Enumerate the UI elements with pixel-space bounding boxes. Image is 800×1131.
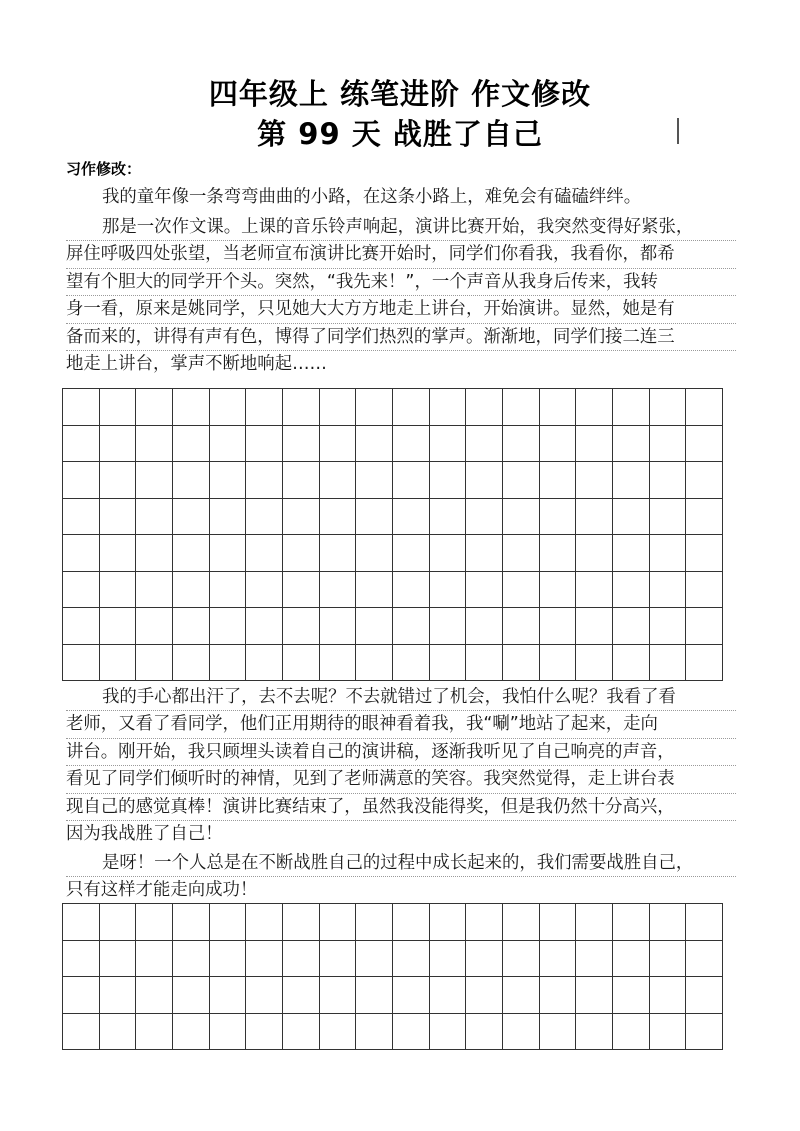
text-cursor-mark xyxy=(677,118,679,144)
grid-cell[interactable] xyxy=(393,904,430,941)
grid-cell[interactable] xyxy=(686,572,723,609)
grid-cell[interactable] xyxy=(613,389,650,426)
grid-cell[interactable] xyxy=(466,977,503,1014)
grid-cell[interactable] xyxy=(210,426,247,463)
grid-cell[interactable] xyxy=(576,1014,613,1051)
grid-cell[interactable] xyxy=(63,941,100,978)
grid-cell[interactable] xyxy=(136,977,173,1014)
grid-cell[interactable] xyxy=(136,645,173,682)
grid-cell[interactable] xyxy=(320,941,357,978)
grid-cell[interactable] xyxy=(503,535,540,572)
grid-cell[interactable] xyxy=(430,462,467,499)
grid-cell[interactable] xyxy=(686,1014,723,1051)
grid-cell[interactable] xyxy=(136,426,173,463)
grid-cell[interactable] xyxy=(283,977,320,1014)
grid-cell[interactable] xyxy=(393,462,430,499)
grid-cell[interactable] xyxy=(173,426,210,463)
essay-paragraph-3 xyxy=(66,684,736,847)
grid-cell[interactable] xyxy=(650,977,687,1014)
grid-cell[interactable] xyxy=(173,389,210,426)
grid-cell[interactable] xyxy=(100,977,137,1014)
grid-cell[interactable] xyxy=(466,1014,503,1051)
grid-cell[interactable] xyxy=(540,941,577,978)
grid-cell[interactable] xyxy=(283,462,320,499)
text-line: 地走上讲台，掌声不断地响起…… xyxy=(66,353,327,374)
grid-cell[interactable] xyxy=(466,535,503,572)
grid-cell[interactable] xyxy=(393,977,430,1014)
grid-cell[interactable] xyxy=(393,941,430,978)
grid-cell[interactable] xyxy=(283,608,320,645)
grid-cell[interactable] xyxy=(686,904,723,941)
grid-cell[interactable] xyxy=(210,389,247,426)
grid-cell[interactable] xyxy=(540,426,577,463)
grid-cell[interactable] xyxy=(356,535,393,572)
grid-cell[interactable] xyxy=(650,535,687,572)
grid-cell[interactable] xyxy=(63,426,100,463)
grid-cell[interactable] xyxy=(540,535,577,572)
grid-cell[interactable] xyxy=(173,608,210,645)
grid-cell[interactable] xyxy=(430,608,467,645)
grid-cell[interactable] xyxy=(356,1014,393,1051)
grid-cell[interactable] xyxy=(576,904,613,941)
grid-cell[interactable] xyxy=(503,572,540,609)
grid-cell[interactable] xyxy=(136,608,173,645)
grid-cell[interactable] xyxy=(320,645,357,682)
grid-cell[interactable] xyxy=(503,462,540,499)
grid-cell[interactable] xyxy=(136,462,173,499)
grid-cell[interactable] xyxy=(686,608,723,645)
grid-cell[interactable] xyxy=(540,389,577,426)
text-line: 是呀！一个人总是在不断战胜自己的过程中成长起来的，我们需要战胜自己， xyxy=(66,850,736,877)
grid-cell[interactable] xyxy=(210,977,247,1014)
grid-cell[interactable] xyxy=(576,645,613,682)
grid-cell[interactable] xyxy=(210,499,247,536)
grid-cell[interactable] xyxy=(63,462,100,499)
grid-cell[interactable] xyxy=(430,499,467,536)
grid-cell[interactable] xyxy=(650,426,687,463)
grid-cell[interactable] xyxy=(393,389,430,426)
grid-cell[interactable] xyxy=(466,499,503,536)
grid-cell[interactable] xyxy=(320,904,357,941)
grid-cell[interactable] xyxy=(283,904,320,941)
grid-cell[interactable] xyxy=(650,462,687,499)
grid-cell[interactable] xyxy=(283,941,320,978)
grid-cell[interactable] xyxy=(246,499,283,536)
grid-cell[interactable] xyxy=(393,426,430,463)
grid-cell[interactable] xyxy=(173,904,210,941)
grid-cell[interactable] xyxy=(173,645,210,682)
grid-cell[interactable] xyxy=(503,426,540,463)
grid-cell[interactable] xyxy=(613,645,650,682)
grid-cell[interactable] xyxy=(63,977,100,1014)
grid-cell[interactable] xyxy=(686,977,723,1014)
grid-cell[interactable] xyxy=(100,499,137,536)
grid-cell[interactable] xyxy=(63,389,100,426)
grid-cell[interactable] xyxy=(210,941,247,978)
grid-cell[interactable] xyxy=(686,499,723,536)
grid-cell[interactable] xyxy=(686,389,723,426)
grid-cell[interactable] xyxy=(246,426,283,463)
grid-cell[interactable] xyxy=(686,462,723,499)
text-line: 老师，又看了看同学，他们正用期待的眼神看着我，我“唰”地站了起来，走向 xyxy=(66,711,736,738)
essay-paragraph-4 xyxy=(66,850,736,904)
grid-cell[interactable] xyxy=(466,572,503,609)
essay-paragraph-2 xyxy=(66,214,736,377)
grid-cell[interactable] xyxy=(466,426,503,463)
grid-cell[interactable] xyxy=(540,977,577,1014)
grid-cell[interactable] xyxy=(650,941,687,978)
grid-cell[interactable] xyxy=(246,535,283,572)
grid-cell[interactable] xyxy=(136,904,173,941)
grid-cell[interactable] xyxy=(246,977,283,1014)
text-line: 望有个胆大的同学开个头。突然，“我先来！”，一个声音从我身后传来，我转 xyxy=(66,269,736,296)
grid-cell[interactable] xyxy=(63,499,100,536)
grid-cell[interactable] xyxy=(650,499,687,536)
grid-cell[interactable] xyxy=(613,462,650,499)
grid-cell[interactable] xyxy=(576,499,613,536)
grid-cell[interactable] xyxy=(576,572,613,609)
text-line: 那是一次作文课。上课的音乐铃声响起，演讲比赛开始，我突然变得好紧张， xyxy=(66,214,736,241)
text-line: 我的手心都出汗了，去不去呢？不去就错过了机会，我怕什么呢？我看了看 xyxy=(66,684,736,711)
grid-cell[interactable] xyxy=(210,645,247,682)
grid-cell[interactable] xyxy=(466,904,503,941)
grid-cell[interactable] xyxy=(650,572,687,609)
grid-cell[interactable] xyxy=(173,499,210,536)
grid-cell[interactable] xyxy=(430,535,467,572)
grid-cell[interactable] xyxy=(503,904,540,941)
grid-cell[interactable] xyxy=(356,426,393,463)
grid-cell[interactable] xyxy=(356,462,393,499)
grid-cell[interactable] xyxy=(576,941,613,978)
grid-cell[interactable] xyxy=(503,1014,540,1051)
grid-cell[interactable] xyxy=(246,608,283,645)
grid-cell[interactable] xyxy=(136,389,173,426)
grid-cell[interactable] xyxy=(356,572,393,609)
grid-cell[interactable] xyxy=(246,645,283,682)
grid-cell[interactable] xyxy=(210,1014,247,1051)
grid-cell[interactable] xyxy=(356,608,393,645)
grid-cell[interactable] xyxy=(283,499,320,536)
grid-cell[interactable] xyxy=(430,572,467,609)
grid-cell[interactable] xyxy=(466,645,503,682)
grid-cell[interactable] xyxy=(430,645,467,682)
grid-cell[interactable] xyxy=(613,499,650,536)
grid-cell[interactable] xyxy=(576,608,613,645)
grid-cell[interactable] xyxy=(393,499,430,536)
grid-cell[interactable] xyxy=(686,941,723,978)
grid-cell[interactable] xyxy=(686,645,723,682)
grid-cell[interactable] xyxy=(356,977,393,1014)
grid-cell[interactable] xyxy=(466,462,503,499)
grid-cell[interactable] xyxy=(320,1014,357,1051)
grid-cell[interactable] xyxy=(246,941,283,978)
grid-cell[interactable] xyxy=(503,941,540,978)
grid-cell[interactable] xyxy=(540,904,577,941)
grid-cell[interactable] xyxy=(356,389,393,426)
grid-cell[interactable] xyxy=(650,904,687,941)
grid-cell[interactable] xyxy=(650,608,687,645)
grid-cell[interactable] xyxy=(650,389,687,426)
grid-cell[interactable] xyxy=(283,572,320,609)
grid-cell[interactable] xyxy=(466,389,503,426)
writing-grid-2[interactable] xyxy=(62,903,723,1050)
grid-cell[interactable] xyxy=(246,904,283,941)
grid-cell[interactable] xyxy=(393,1014,430,1051)
grid-cell[interactable] xyxy=(466,608,503,645)
text-line: 因为我战胜了自己！ xyxy=(66,823,223,844)
grid-cell[interactable] xyxy=(356,499,393,536)
grid-cell[interactable] xyxy=(136,1014,173,1051)
grid-cell[interactable] xyxy=(100,645,137,682)
grid-cell[interactable] xyxy=(503,499,540,536)
grid-cell[interactable] xyxy=(246,389,283,426)
grid-cell[interactable] xyxy=(63,1014,100,1051)
grid-cell[interactable] xyxy=(63,645,100,682)
grid-cell[interactable] xyxy=(613,426,650,463)
grid-cell[interactable] xyxy=(613,1014,650,1051)
grid-cell[interactable] xyxy=(576,535,613,572)
grid-cell[interactable] xyxy=(540,572,577,609)
grid-cell[interactable] xyxy=(100,1014,137,1051)
grid-cell[interactable] xyxy=(430,1014,467,1051)
grid-cell[interactable] xyxy=(100,608,137,645)
text-line: 身一看，原来是姚同学，只见她大大方方地走上讲台，开始演讲。显然，她是有 xyxy=(66,296,736,323)
grid-cell[interactable] xyxy=(650,1014,687,1051)
grid-cell[interactable] xyxy=(320,572,357,609)
grid-cell[interactable] xyxy=(356,941,393,978)
grid-cell[interactable] xyxy=(283,426,320,463)
text-line: 看见了同学们倾听时的神情，见到了老师满意的笑容。我突然觉得，走上讲台表 xyxy=(66,766,736,793)
grid-cell[interactable] xyxy=(246,1014,283,1051)
grid-cell[interactable] xyxy=(613,572,650,609)
grid-cell[interactable] xyxy=(100,426,137,463)
page-title-line1: 四年级上 练笔进阶 作文修改 xyxy=(208,77,592,111)
text-line: 只有这样才能走向成功！ xyxy=(66,880,258,901)
grid-cell[interactable] xyxy=(613,941,650,978)
grid-cell[interactable] xyxy=(173,572,210,609)
grid-cell[interactable] xyxy=(246,572,283,609)
grid-cell[interactable] xyxy=(503,977,540,1014)
text-line: 讲台。刚开始，我只顾埋头读着自己的演讲稿，逐渐我听见了自己响亮的声音， xyxy=(66,739,736,766)
grid-cell[interactable] xyxy=(613,535,650,572)
grid-cell[interactable] xyxy=(320,426,357,463)
grid-cell[interactable] xyxy=(466,941,503,978)
grid-cell[interactable] xyxy=(173,941,210,978)
text-line: 我的童年像一条弯弯曲曲的小路，在这条小路上，难免会有磕磕绊绊。 xyxy=(102,187,642,207)
grid-cell[interactable] xyxy=(613,608,650,645)
grid-cell[interactable] xyxy=(540,499,577,536)
grid-cell[interactable] xyxy=(320,462,357,499)
grid-cell[interactable] xyxy=(320,608,357,645)
grid-cell[interactable] xyxy=(430,426,467,463)
grid-cell[interactable] xyxy=(100,462,137,499)
grid-cell[interactable] xyxy=(503,608,540,645)
grid-cell[interactable] xyxy=(393,535,430,572)
grid-cell[interactable] xyxy=(173,462,210,499)
grid-cell[interactable] xyxy=(173,977,210,1014)
text-line: 备而来的，讲得有声有色，博得了同学们热烈的掌声。渐渐地，同学们接二连三 xyxy=(66,324,736,351)
grid-cell[interactable] xyxy=(210,608,247,645)
grid-cell[interactable] xyxy=(540,608,577,645)
grid-cell[interactable] xyxy=(613,977,650,1014)
grid-cell[interactable] xyxy=(430,904,467,941)
text-line: 现自己的感觉真棒！演讲比赛结束了，虽然我没能得奖，但是我仍然十分高兴， xyxy=(66,794,736,821)
grid-cell[interactable] xyxy=(283,1014,320,1051)
grid-cell[interactable] xyxy=(210,535,247,572)
grid-cell[interactable] xyxy=(320,535,357,572)
grid-cell[interactable] xyxy=(320,977,357,1014)
grid-cell[interactable] xyxy=(100,389,137,426)
grid-cell[interactable] xyxy=(686,535,723,572)
essay-paragraph-1 xyxy=(66,184,736,210)
grid-cell[interactable] xyxy=(63,608,100,645)
grid-cell[interactable] xyxy=(283,645,320,682)
grid-cell[interactable] xyxy=(430,941,467,978)
grid-cell[interactable] xyxy=(356,645,393,682)
grid-cell[interactable] xyxy=(393,608,430,645)
grid-cell[interactable] xyxy=(210,572,247,609)
grid-cell[interactable] xyxy=(100,535,137,572)
grid-cell[interactable] xyxy=(210,462,247,499)
grid-cell[interactable] xyxy=(686,426,723,463)
grid-cell[interactable] xyxy=(576,389,613,426)
grid-cell[interactable] xyxy=(540,645,577,682)
grid-cell[interactable] xyxy=(320,389,357,426)
grid-cell[interactable] xyxy=(576,462,613,499)
grid-cell[interactable] xyxy=(63,904,100,941)
grid-cell[interactable] xyxy=(210,904,247,941)
grid-cell[interactable] xyxy=(503,389,540,426)
grid-cell[interactable] xyxy=(430,389,467,426)
grid-cell[interactable] xyxy=(503,645,540,682)
grid-cell[interactable] xyxy=(63,535,100,572)
grid-cell[interactable] xyxy=(246,462,283,499)
grid-cell[interactable] xyxy=(613,904,650,941)
grid-cell[interactable] xyxy=(393,645,430,682)
grid-cell[interactable] xyxy=(100,941,137,978)
grid-cell[interactable] xyxy=(283,389,320,426)
writing-grid-1[interactable] xyxy=(62,388,723,681)
grid-cell[interactable] xyxy=(136,941,173,978)
grid-cell[interactable] xyxy=(173,535,210,572)
grid-cell[interactable] xyxy=(540,462,577,499)
grid-cell[interactable] xyxy=(320,499,357,536)
grid-cell[interactable] xyxy=(136,572,173,609)
grid-cell[interactable] xyxy=(576,977,613,1014)
grid-cell[interactable] xyxy=(173,1014,210,1051)
grid-cell[interactable] xyxy=(63,572,100,609)
grid-cell[interactable] xyxy=(100,904,137,941)
grid-cell[interactable] xyxy=(100,572,137,609)
grid-cell[interactable] xyxy=(393,572,430,609)
grid-cell[interactable] xyxy=(430,977,467,1014)
page-title-line2: 第 99 天 战胜了自己 xyxy=(257,117,543,151)
grid-cell[interactable] xyxy=(356,904,393,941)
section-label: 习作修改： xyxy=(66,160,142,178)
grid-cell[interactable] xyxy=(650,645,687,682)
grid-cell[interactable] xyxy=(136,499,173,536)
text-line: 屏住呼吸四处张望，当老师宣布演讲比赛开始时，同学们你看我，我看你，都希 xyxy=(66,241,736,268)
grid-cell[interactable] xyxy=(540,1014,577,1051)
grid-cell[interactable] xyxy=(283,535,320,572)
grid-cell[interactable] xyxy=(136,535,173,572)
grid-cell[interactable] xyxy=(576,426,613,463)
